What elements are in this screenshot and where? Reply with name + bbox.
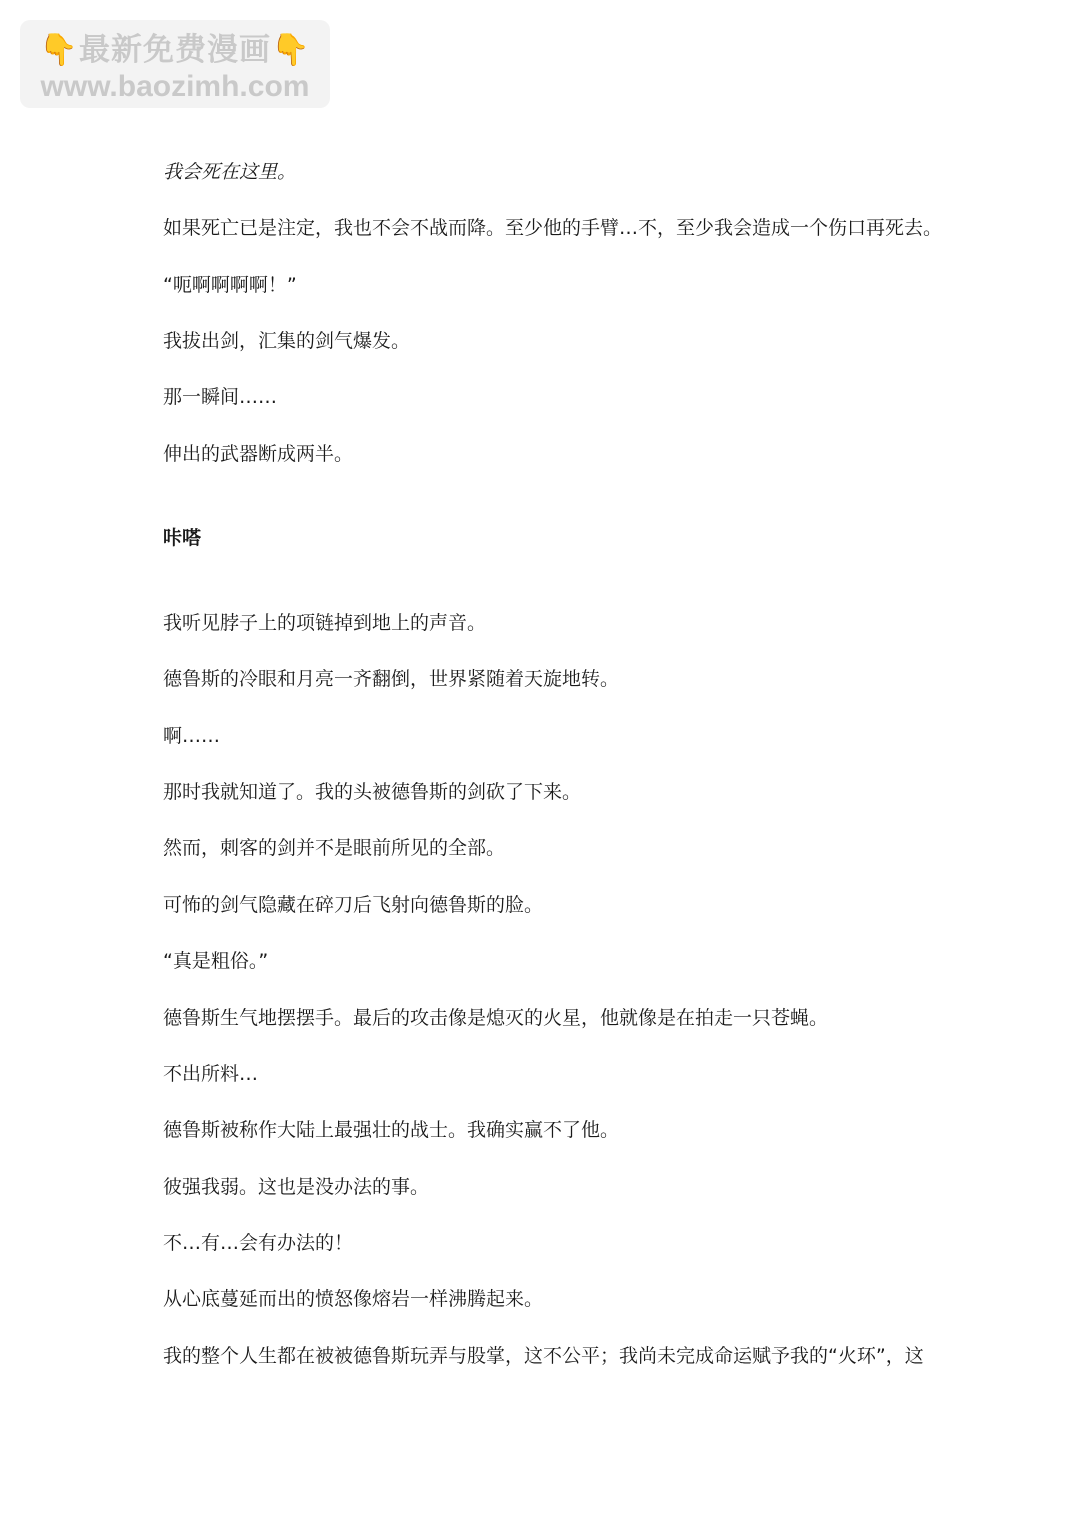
paragraph: 那一瞬间…… <box>163 386 278 408</box>
paragraph: 德鲁斯生气地摆摆手。最后的攻击像是熄灭的火星，他就像是在拍走一只苍蝇。 <box>163 1007 829 1029</box>
paragraph: 从心底蔓延而出的愤怒像熔岩一样沸腾起来。 <box>163 1288 544 1310</box>
paragraph: 我听见脖子上的项链掉到地上的声音。 <box>163 612 487 634</box>
pointing-down-icon: 👇 <box>39 32 79 68</box>
paragraph: 我拔出剑，汇集的剑气爆发。 <box>163 330 411 352</box>
watermark-title-row <box>20 30 330 70</box>
pointing-down-icon: 👇 <box>271 32 311 68</box>
watermark-title: 最新免费漫画 <box>79 32 271 68</box>
paragraph: 啊…… <box>163 725 221 747</box>
paragraph: 那时我就知道了。我的头被德鲁斯的剑砍了下来。 <box>163 781 582 803</box>
paragraph: 然而，刺客的剑并不是眼前所见的全部。 <box>163 837 506 859</box>
paragraph: 彼强我弱。这也是没办法的事。 <box>163 1176 430 1198</box>
watermark-badge <box>20 20 330 108</box>
paragraph: 德鲁斯的冷眼和月亮一齐翻倒，世界紧随着天旋地转。 <box>163 668 620 690</box>
paragraph: 我的整个人生都在被被德鲁斯玩弄与股掌，这不公平；我尚未完成命运赋予我的“火环”，这 <box>163 1345 924 1367</box>
paragraph: 德鲁斯被称作大陆上最强壮的战士。我确实赢不了他。 <box>163 1119 620 1141</box>
watermark-url: www.baozimh.com <box>40 70 310 103</box>
paragraph: “呃啊啊啊啊！” <box>163 274 297 296</box>
paragraph: 不…有…会有办法的！ <box>163 1232 354 1254</box>
paragraph: “真是粗俗。” <box>163 950 269 972</box>
paragraph: 如果死亡已是注定，我也不会不战而降。至少他的手臂…不，至少我会造成一个伤口再死去。 <box>163 217 943 239</box>
paragraph: 不出所料… <box>163 1063 259 1085</box>
paragraph: 可怖的剑气隐藏在碎刀后飞射向德鲁斯的脸。 <box>163 894 544 916</box>
paragraph: 我会死在这里。 <box>163 161 297 183</box>
sound-effect: 咔嗒 <box>163 527 202 549</box>
paragraph: 伸出的武器断成两半。 <box>163 443 354 465</box>
